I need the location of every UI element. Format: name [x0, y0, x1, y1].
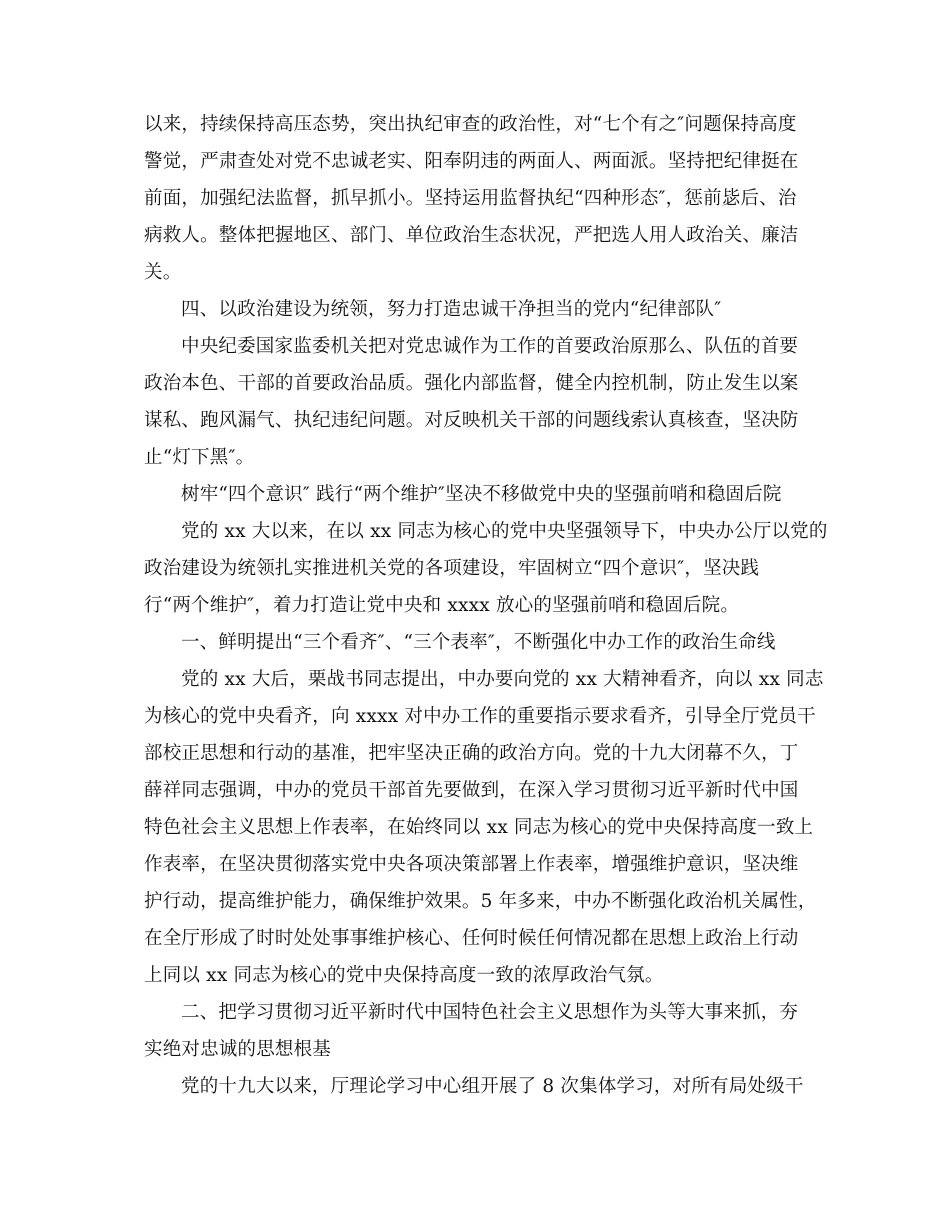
text-line: 谋私、跑风漏气、执纪违纪问题。对反映机关干部的问题线索认真核查，坚决防 — [144, 410, 799, 431]
text-line: 特色社会主义思想上作表率，在始终同以 xx 同志为核心的党中央保持高度一致上 — [144, 817, 814, 838]
text-line: 党的十九大以来，厅理论学习中心组开展了 8 次集体学习，对所有局处级干 — [181, 1076, 804, 1097]
text-line: 薛祥同志强调，中办的党员干部首先要做到，在深入学习贯彻习近平新时代中国 — [144, 780, 799, 801]
article-title: 树牢“四个意识″ 践行“两个维护″坚决不移做党中央的坚强前哨和稳固后院 — [181, 484, 782, 505]
section-heading: 二、把学习贯彻习近平新时代中国特色社会主义思想作为头等大事来抓，夯 — [181, 1002, 799, 1023]
text-line: 护行动，提高维护能力，确保维护效果。5 年多来，中办不断强化政治机关属性， — [144, 891, 817, 912]
text-line: 政治本色、干部的首要政治品质。强化内部监督，健全内控机制，防止发生以案 — [144, 373, 799, 394]
text-line: 上同以 xx 同志为核心的党中央保持高度一致的浓厚政治气氛。 — [144, 965, 664, 986]
text-line: 在全厅形成了时时处处事事维护核心、任何时候任何情况都在思想上政治上行动 — [144, 928, 799, 949]
text-line: 中央纪委国家监委机关把对党忠诚作为工作的首要政治原那么、队伍的首要 — [181, 336, 799, 357]
text-line: 作表率，在坚决贯彻落实党中央各项决策部署上作表率，增强维护意识，坚决维 — [144, 854, 799, 875]
text-line: 止“灯下黑″。 — [144, 447, 255, 468]
section-heading: 实绝对忠诚的思想根基 — [144, 1039, 332, 1060]
text-line: 以来，持续保持高压态势，突出执纪审查的政治性，对“七个有之″问题保持高度 — [144, 114, 797, 135]
text-line: 部校正思想和行动的基准，把牢坚决正确的政治方向。党的十九大闭幕不久，丁 — [144, 743, 799, 764]
text-line: 行“两个维护″，着力打造让党中央和 xxxx 放心的坚强前哨和稳固后院。 — [144, 595, 740, 616]
text-line: 为核心的党中央看齐，向 xxxx 对中办工作的重要指示要求看齐，引导全厅党员干 — [144, 706, 816, 727]
text-line: 党的 xx 大后，栗战书同志提出，中办要向党的 xx 大精神看齐，向以 xx 同志 — [181, 669, 824, 690]
text-line: 警觉，严肃查处对党不忠诚老实、阳奉阴违的两面人、两面派。坚持把纪律挺在 — [144, 151, 799, 172]
text-line: 关。 — [144, 262, 182, 283]
text-line: 党的 xx 大以来，在以 xx 同志为核心的党中央坚强领导下，中央办公厅以党的 — [181, 521, 828, 542]
section-heading: 一、鲜明提出“三个看齐″、“三个表率″，不断强化中办工作的政治生命线 — [181, 632, 776, 653]
text-line: 政治建设为统领扎实推进机关党的各项建设，牢固树立“四个意识″，坚决践 — [144, 558, 760, 579]
text-line: 前面，加强纪法监督，抓早抓小。坚持运用监督执纪“四种形态″，惩前毖后、治 — [144, 188, 797, 209]
text-line: 病救人。整体把握地区、部门、单位政治生态状况，严把选人用人政治关、廉洁 — [144, 225, 799, 246]
section-heading: 四、以政治建设为统领，努力打造忠诚干净担当的党内“纪律部队″ — [181, 299, 722, 320]
